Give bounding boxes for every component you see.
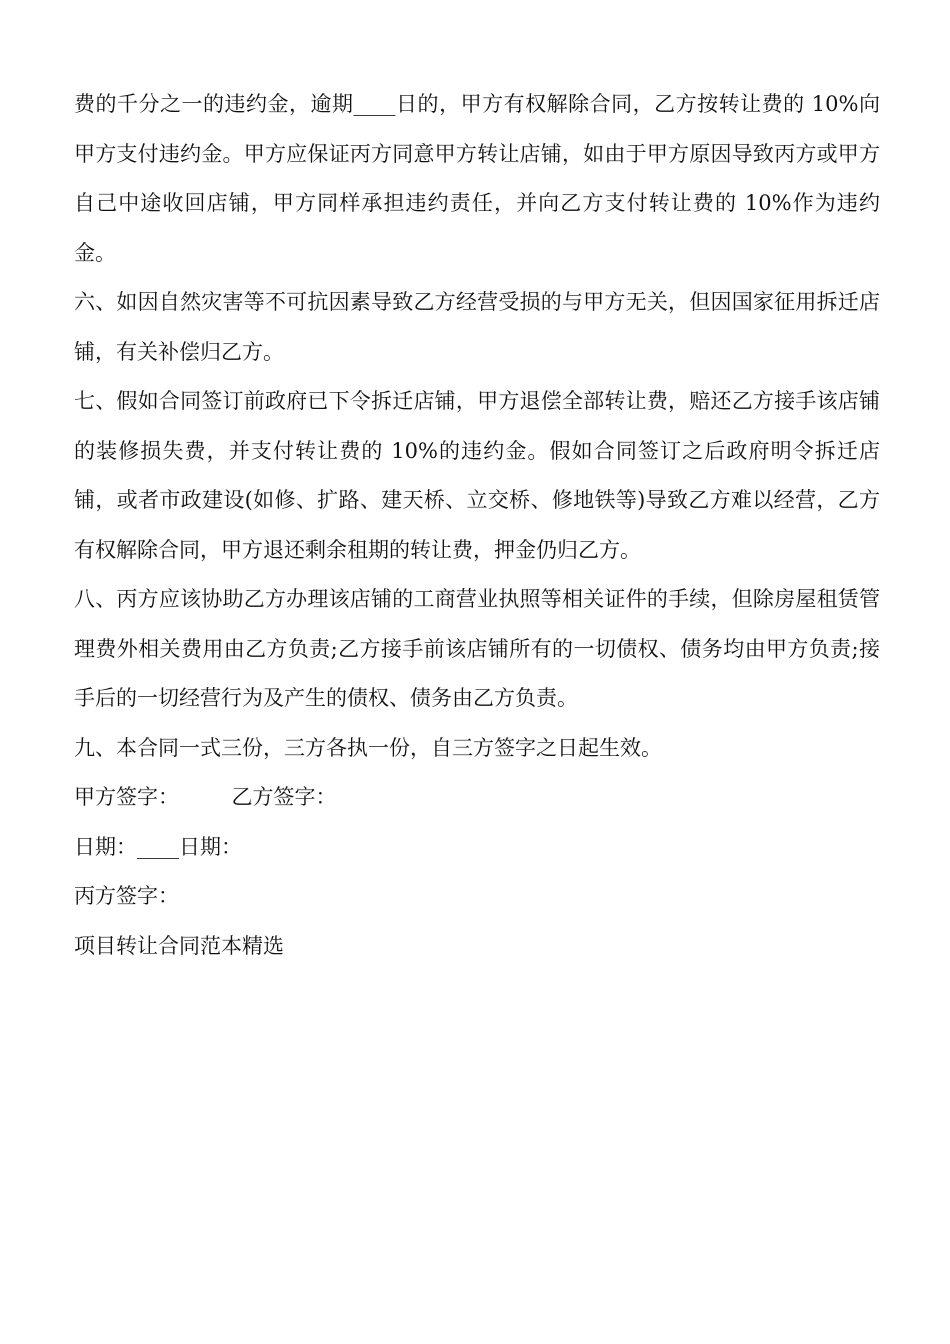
clause-seven-paragraph: 七、假如合同签订前政府已下令拆迁店铺，甲方退偿全部转让费，赔还乙方接手该店铺的装修损失费，并支付转让费的 10%的违约金。假如合同签订之后政府明令拆迁店铺，或者市政建设(如修、扩路、建天桥、立交桥、修地铁等)导致乙方难以经营，乙方有权解除合同，甲方退还剩余租期的转让费，押金仍归乙方。 <box>74 389 880 562</box>
signature-line-party-c: 丙方签字： <box>74 884 179 908</box>
clause-eight-paragraph: 八、丙方应该协助乙方办理该店铺的工商营业执照等相关证件的手续，但除房屋租赁管理费外相关费用由乙方负责;乙方接手前该店铺所有的一切债权、债务均由甲方负责;接手后的一切经营行为及产生的债权、债务由乙方负责。 <box>74 587 880 710</box>
document-page <box>74 80 880 971</box>
penalty-clause-paragraph: 费的千分之一的违约金，逾期____日的，甲方有权解除合同，乙方按转让费的 10%向甲方支付违约金。甲方应保证丙方同意甲方转让店铺，如由于甲方原因导致丙方或甲方自己中途收回店铺，甲方同样承担违约责任，并向乙方支付转让费的 10%作为违约金。 <box>74 92 880 265</box>
document-footer-title: 项目转让合同范本精选 <box>74 933 284 958</box>
date-line: 日期：____日期： <box>74 834 242 859</box>
clause-nine-paragraph: 九、本合同一式三份，三方各执一份，自三方签字之日起生效。 <box>74 735 662 760</box>
clause-six-paragraph: 六、如因自然灾害等不可抗因素导致乙方经营受损的与甲方无关，但因国家征用拆迁店铺，有关补偿归乙方。 <box>74 290 880 364</box>
signature-line-party-a-b: 甲方签字： 乙方签字： <box>74 785 337 809</box>
